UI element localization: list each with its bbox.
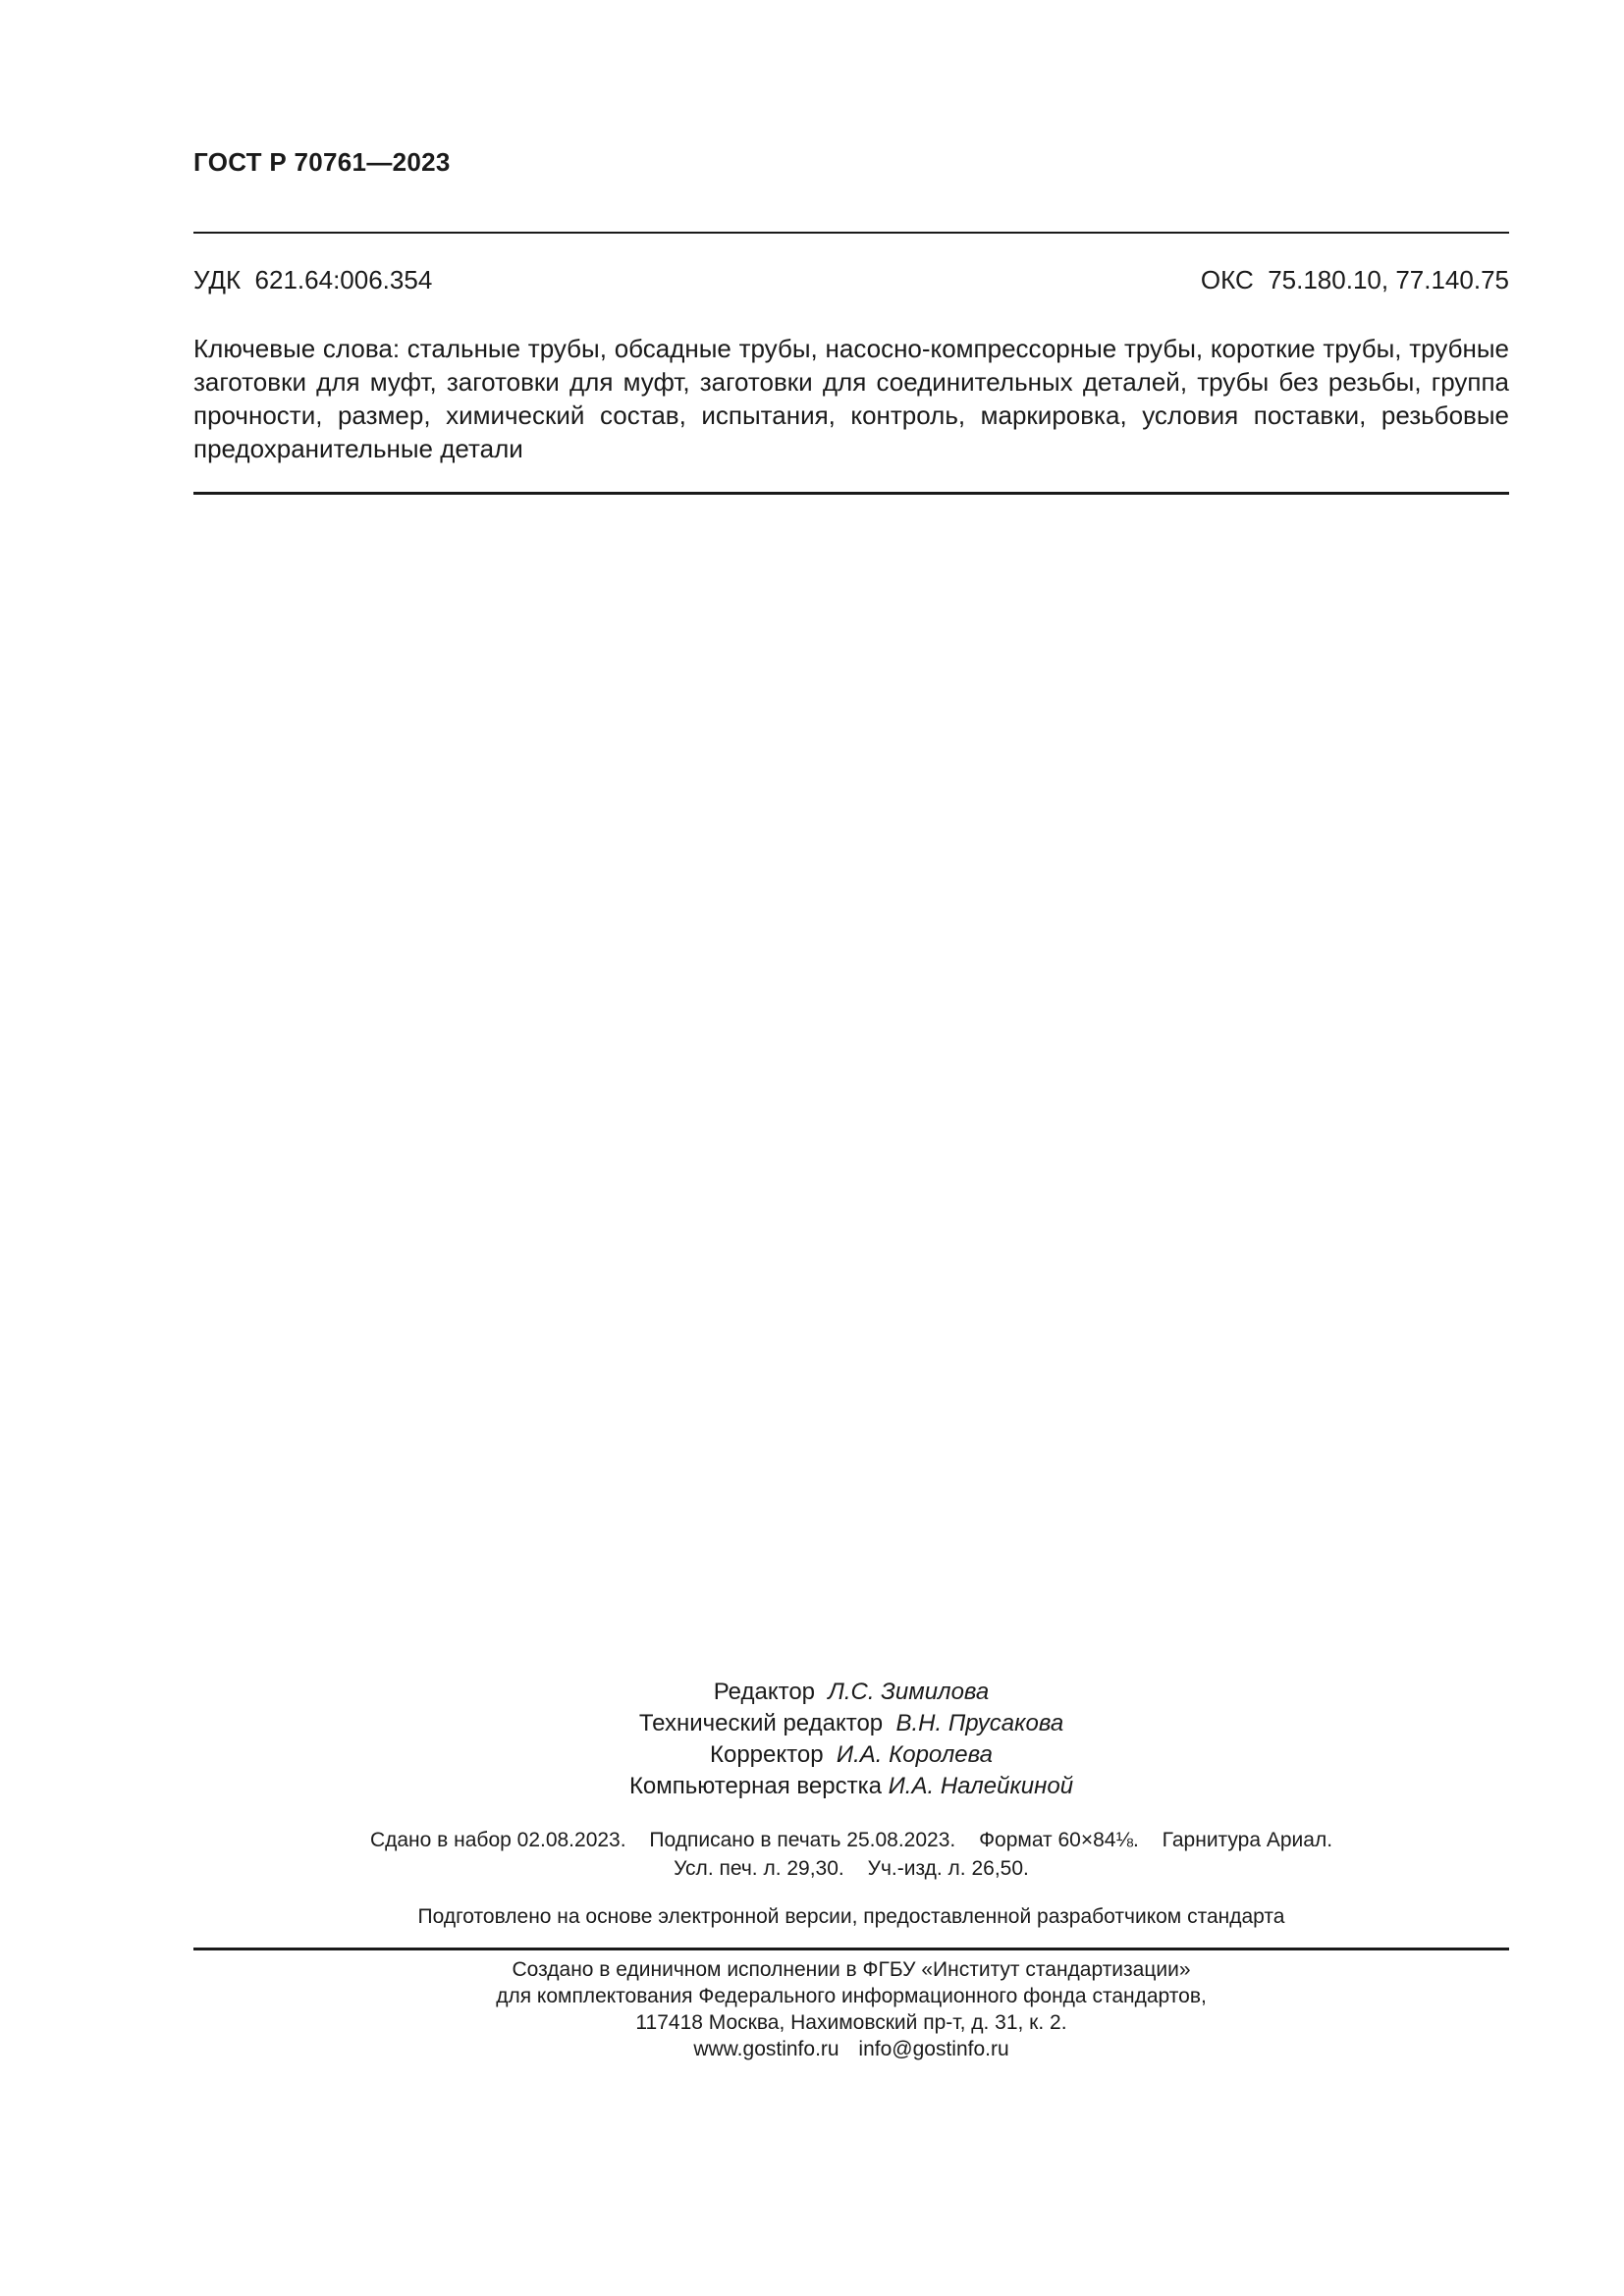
email-link[interactable]: info@gostinfo.ru [858,2038,1009,2060]
credit-layout [193,1771,1509,1802]
credit-tech-editor [193,1708,1509,1739]
credits-block [193,1677,1509,1802]
credit-editor-label: Редактор [713,1679,816,1705]
publisher-line-1: Создано в единичном исполнении в ФГБУ «Институт стандартизации» [512,1958,1191,1981]
oks-code: ОКС 75.180.10, 77.140.75 [1200,265,1509,294]
print-format: Формат 60×84⅛. [979,1829,1139,1851]
print-info-line-1 [193,1826,1509,1854]
publisher-sheets: Уч.-изд. л. 26,50. [867,1857,1029,1880]
udk-code: УДК 621.64:006.354 [193,265,433,294]
credit-proofreader-label: Корректор [710,1741,824,1768]
classification-row [193,265,1509,300]
document-title: ГОСТ Р 70761—2023 [193,147,451,177]
typeset-date: Сдано в набор 02.08.2023. [369,1829,626,1851]
keywords-paragraph: Ключевые слова: стальные трубы, обсадные трубы, насосно-компрессорные трубы, короткие трубы, трубные заготовки для муфт, заготовки для муфт, заготовки для соединительных деталей, трубы без резьбы, группа прочности, размер, химический состав, испытания, контроль, маркировка, условия поставки, резьбовые предохранительные детали [193,334,1509,463]
website-link[interactable]: www.gostinfo.ru [693,2038,839,2060]
credit-layout-label: Компьютерная верстка [628,1773,882,1799]
print-info-line-2 [193,1854,1509,1883]
signed-date: Подписано в печать 25.08.2023. [649,1829,956,1851]
print-sheets: Усл. печ. л. 29,30. [674,1857,844,1880]
prepared-note: Подготовлено на основе электронной версии, предоставленной разработчиком стандарта [417,1905,1285,1928]
credit-tech-editor-label: Технический редактор [638,1710,884,1736]
credit-proofreader [193,1739,1509,1771]
publisher-line-2: для комплектования Федерального информационного фонда стандартов, [496,1985,1207,2007]
print-info [193,1826,1509,1883]
credit-tech-editor-name: В.Н. Прусакова [895,1710,1064,1736]
keywords-divider [193,492,1509,495]
publisher-contacts [193,2036,1509,2062]
credit-proofreader-name: И.А. Королева [836,1741,993,1768]
credit-layout-name: И.А. Налейкиной [888,1773,1074,1799]
credit-editor [193,1677,1509,1708]
publisher-address: 117418 Москва, Нахимовский пр-т, д. 31, к. 2. [635,2011,1067,2034]
credit-editor-name: Л.С. Зимилова [828,1679,990,1705]
bottom-divider [193,1948,1509,1950]
publisher-block [193,1956,1509,2062]
top-divider [193,232,1509,234]
typeface: Гарнитура Ариал. [1162,1829,1333,1851]
